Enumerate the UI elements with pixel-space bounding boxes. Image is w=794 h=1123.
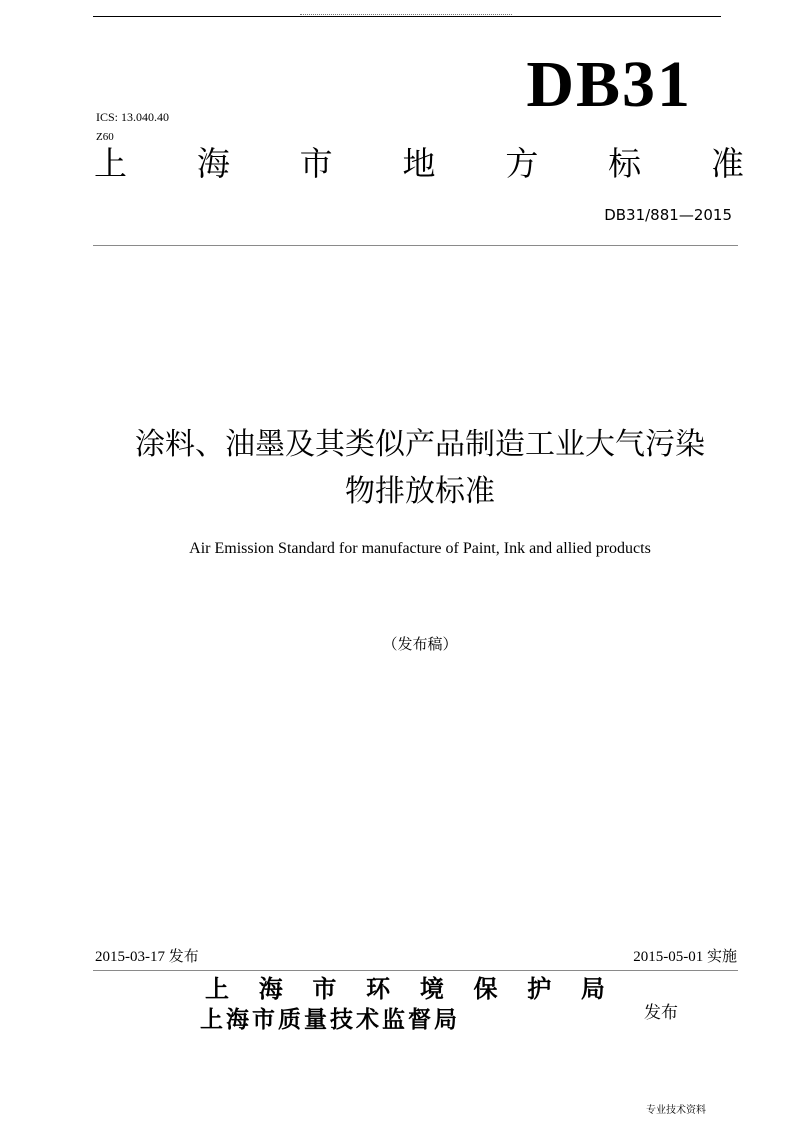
standard-number: DB31/881—2015 xyxy=(604,206,732,224)
document-title-en: Air Emission Standard for manufacture of Paint, Ink and allied products xyxy=(189,540,651,557)
issuer-char: 上 xyxy=(205,974,229,1003)
issuer-char: 海 xyxy=(258,974,283,1003)
standard-type-char: 海 xyxy=(196,144,230,183)
issuer-char: 市 xyxy=(312,974,337,1003)
standard-type-char: 上 xyxy=(94,144,127,183)
standard-type-char: 地 xyxy=(402,144,436,183)
ics-code: ICS: 13.040.40 xyxy=(96,110,170,124)
issuer-char: 护 xyxy=(527,974,552,1003)
issuer-char: 环 xyxy=(366,974,391,1003)
issue-date: 2015-03-17 发布 xyxy=(95,949,199,965)
header-rule xyxy=(93,16,721,17)
implementation-date: 2015-05-01 实施 xyxy=(633,949,737,965)
standard-type-char: 准 xyxy=(710,144,744,183)
footer-rule xyxy=(93,970,738,971)
issuer-environment-bureau xyxy=(205,976,605,1002)
standard-type-title xyxy=(94,146,744,182)
issuer-char: 境 xyxy=(419,974,444,1003)
standard-type-char: 标 xyxy=(608,144,642,183)
issuer-char: 局 xyxy=(580,974,605,1003)
divider-rule xyxy=(93,245,738,246)
issuer-char: 保 xyxy=(473,974,498,1003)
title-line-1: 涂料、油墨及其类似产品制造工业大气污染 xyxy=(135,427,705,462)
title-line-2: 物排放标准 xyxy=(345,473,495,509)
publish-label: 发布 xyxy=(644,1003,678,1023)
draft-note: （发布稿） xyxy=(382,635,458,653)
footer-note: 专业技术资料 xyxy=(646,1105,706,1116)
issuer-quality-bureau: 上海市质量技术监督局 xyxy=(200,1006,460,1033)
db-code: DB31 xyxy=(526,48,692,121)
classification-code: Z60 xyxy=(96,131,114,143)
standard-type-char: 市 xyxy=(299,144,333,183)
document-title-cn xyxy=(60,422,780,515)
header-dotted-line xyxy=(300,4,512,15)
standard-type-char: 方 xyxy=(505,144,539,183)
